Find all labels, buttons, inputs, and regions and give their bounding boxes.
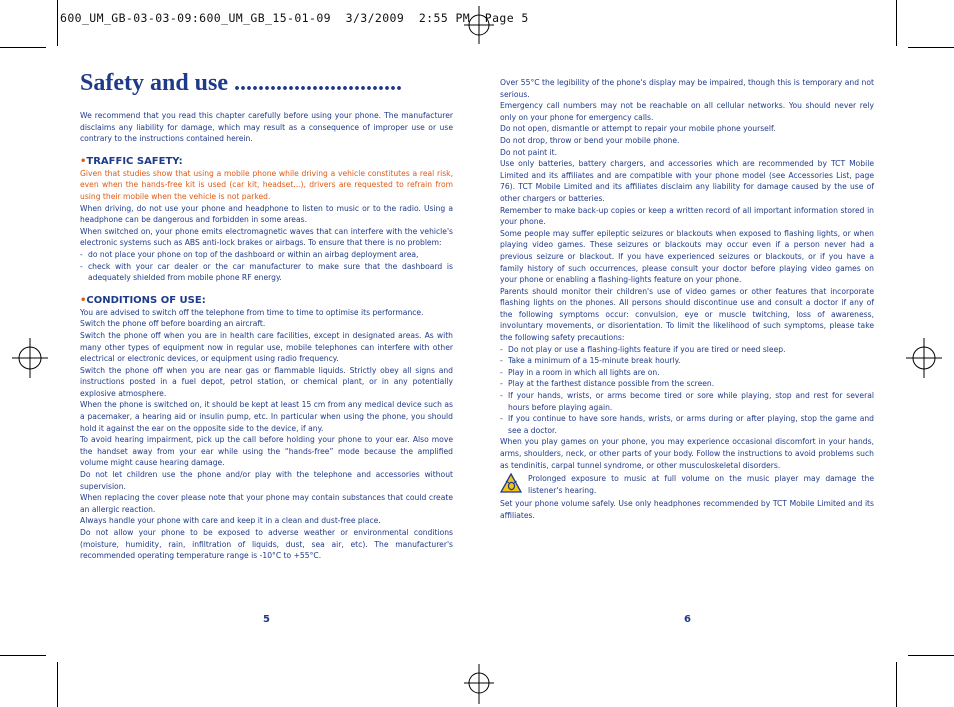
crop-mark [908,47,954,48]
list-item-text: Play at the farthest distance possible from the screen. [508,379,715,389]
dash-bullet: - [500,414,503,424]
registration-mark-icon [464,664,494,704]
list-item [500,344,874,356]
paragraph: Emergency call numbers may not be reachable on all cellular networks. You should never rely only on your phone for emergency calls. [500,101,874,122]
traffic-safety-label: TRAFFIC SAFETY: [86,155,183,167]
list-item [80,261,453,284]
intro-paragraph: We recommend that you read this chapter carefully before using your phone. The manufacturer disclaims any liability for damage, which may result as a consequence of improper use or use contrary to the instructions contained herein. [80,111,453,144]
paragraph: When you play games on your phone, you may experience occasional discomfort in your hands, arms, shoulders, neck, or other parts of your body. Follow the instructions to avoid problems such as tendinitis, carpal tunnel syndrome, or other musculoskeletal disorders. [500,437,874,470]
dash-bullet: - [80,261,83,271]
dash-bullet: - [500,379,503,389]
crop-mark [896,0,897,46]
paragraph: When switched on, your phone emits electromagnetic waves that can interfere with the vehicle's electronic systems such as ABS anti-lock brakes or airbags. To ensure that there is no problem: [80,226,453,248]
paragraph: Do not let children use the phone and/or play with the telephone and accessories without supervision. [80,470,453,491]
crop-mark [908,655,954,656]
list-item [500,367,874,379]
heading-bullet: • [80,155,87,167]
crop-mark [57,662,58,707]
hearing-warning [500,473,874,496]
list-item [500,355,874,367]
paragraph: Set your phone volume safely. Use only headphones recommended by TCT Mobile Limited and its affiliates. [500,499,874,520]
crop-mark [57,0,58,46]
dash-bullet: - [80,249,83,259]
page-number-right: 6 [684,614,691,625]
paragraph: Do not paint it. [500,147,558,157]
registration-mark-icon [12,338,48,378]
paragraph: When the phone is switched on, it should be kept at least 15 cm from any medical device such as a pacemaker, a hearing aid or insulin pump, etc. In particular when using the phone, you should hold it against the ear on the opposite side to the device, if any. [80,400,453,433]
paragraph: Switch the phone off before boarding an aircraft. [80,319,266,329]
list-item-text: do not place your phone on top of the dashboard or within an airbag deployment area, [88,249,419,259]
hearing-warning-icon [500,473,522,493]
list-item-text: Play in a room in which all lights are on. [508,367,660,377]
list-item [80,249,453,261]
paragraph: Use only batteries, battery chargers, and accessories which are recommended by TCT Mobile Limited and its affiliates and are compatible with your phone model (see Accessories List, page 76). TCT Mobile Limited and its affiliates disclaim any liability for damage caused by the use of other chargers or batteries. [500,159,874,203]
paragraph: Do not drop, throw or bend your mobile phone. [500,135,680,145]
right-column [500,77,874,522]
page-number-left: 5 [263,614,270,625]
list-item [500,413,874,436]
paragraph: Remember to make back-up copies or keep a written record of all important information stored in your phone. [500,205,874,227]
registration-mark-icon [906,338,942,378]
paragraph: Do not allow your phone to be exposed to adverse weather or environmental conditions (moisture, humidity, rain, infiltration of liquids, dust, sea air, etc). The manufacturer's recommended operating temperature range is -10°C to +55°C. [80,528,453,561]
paragraph: Some people may suffer epileptic seizures or blackouts when exposed to flashing lights, or when playing video games. These seizures or blackouts may occur even if a person never had a previous seizure or blackout. If you have experienced seizures or blackouts, or if you have a family history of such occurrences, please consult your doctor before playing video games on your phone or enabling a flashing-lights feature on your phone. [500,228,874,285]
paragraph: When driving, do not use your phone and headphone to listen to music or to the radio. Using a headphone can be dangerous and forbidden in some areas. [80,203,453,225]
list-item-text: Do not play or use a flashing-lights feature if you are tired or need sleep. [508,344,786,354]
crop-mark [0,655,46,656]
paragraph: To avoid hearing impairment, pick up the call before holding your phone to your ear. Also move the handset away from your ear while using the “hands-free” mode because the amplified volume might cause hearing damage. [80,435,453,468]
conditions-of-use-heading [80,294,453,307]
registration-mark-icon [464,6,494,44]
paragraph: When replacing the cover please note that your phone may contain substances that could create an allergic reaction. [80,493,453,514]
paragraph: Switch the phone off when you are in health care facilities, except in designated areas. As with many other types of equipment now in regular use, mobile telephones can interfere with other electrical or electronic devices, or equipment using radio frequency. [80,330,453,364]
traffic-safety-heading [80,155,453,168]
paragraph: Over 55°C the legibility of the phone's display may be impaired, though this is temporary and not serious. [500,78,874,99]
paragraph: Do not open, dismantle or attempt to repair your mobile phone yourself. [500,124,776,134]
list-item [500,378,874,390]
crop-mark [896,662,897,707]
dash-bullet: - [500,356,503,366]
list-item-text: If you continue to have sore hands, wrists, or arms during or after playing, stop the game and see a doctor. [508,414,874,435]
paragraph: Parents should monitor their children's use of video games or other features that incorporate flashing lights on the phones. All persons should discontinue use and consult a doctor if any of the following symptoms occur: convulsion, eye or muscle twitching, loss of awareness, involuntary movements, or disorientation. To limit the likelihood of such symptoms, please take the following safety precautions: [500,286,874,343]
conditions-of-use-label: CONDITIONS OF USE: [86,294,206,306]
print-slug: 600_UM_GB-03-03-09:600_UM_GB_15-01-09 3/3/2009 2:55 PM Page 5 [60,11,529,25]
driving-warning: Given that studies show that using a mobile phone while driving a vehicle constitutes a real risk, even when the hands-free kit is used (car kit, headset...), drivers are requested to refrain from using their mobile when the vehicle is not parked. [80,168,453,201]
list-item-text: If your hands, wrists, or arms become tired or sore while playing, stop and rest for several hours before playing again. [508,391,874,412]
dash-bullet: - [500,391,503,401]
dash-bullet: - [500,344,503,354]
left-column [80,110,453,562]
dash-bullet: - [500,367,503,377]
list-item-text: Take a minimum of a 15-minute break hourly. [508,356,681,366]
paragraph: You are advised to switch off the telephone from time to time to optimise its performance. [80,307,424,317]
list-item-text: check with your car dealer or the car manufacturer to make sure that the dashboard is adequately shielded from mobile phone RF energy. [88,261,453,283]
hearing-warning-text: Prolonged exposure to music at full volume on the music player may damage the listener's hearing. [528,474,874,495]
paragraph: Always handle your phone with care and keep it in a clean and dust-free place. [80,516,381,526]
paragraph: Switch the phone off when you are near gas or flammable liquids. Strictly obey all signs and instructions posted in a fuel depot, petrol station, or chemical plant, or in any potentially explosive atmosphere. [80,365,453,398]
page-title: Safety and use ............................ [80,70,403,96]
heading-bullet: • [80,294,87,306]
crop-mark [0,47,46,48]
list-item [500,390,874,413]
